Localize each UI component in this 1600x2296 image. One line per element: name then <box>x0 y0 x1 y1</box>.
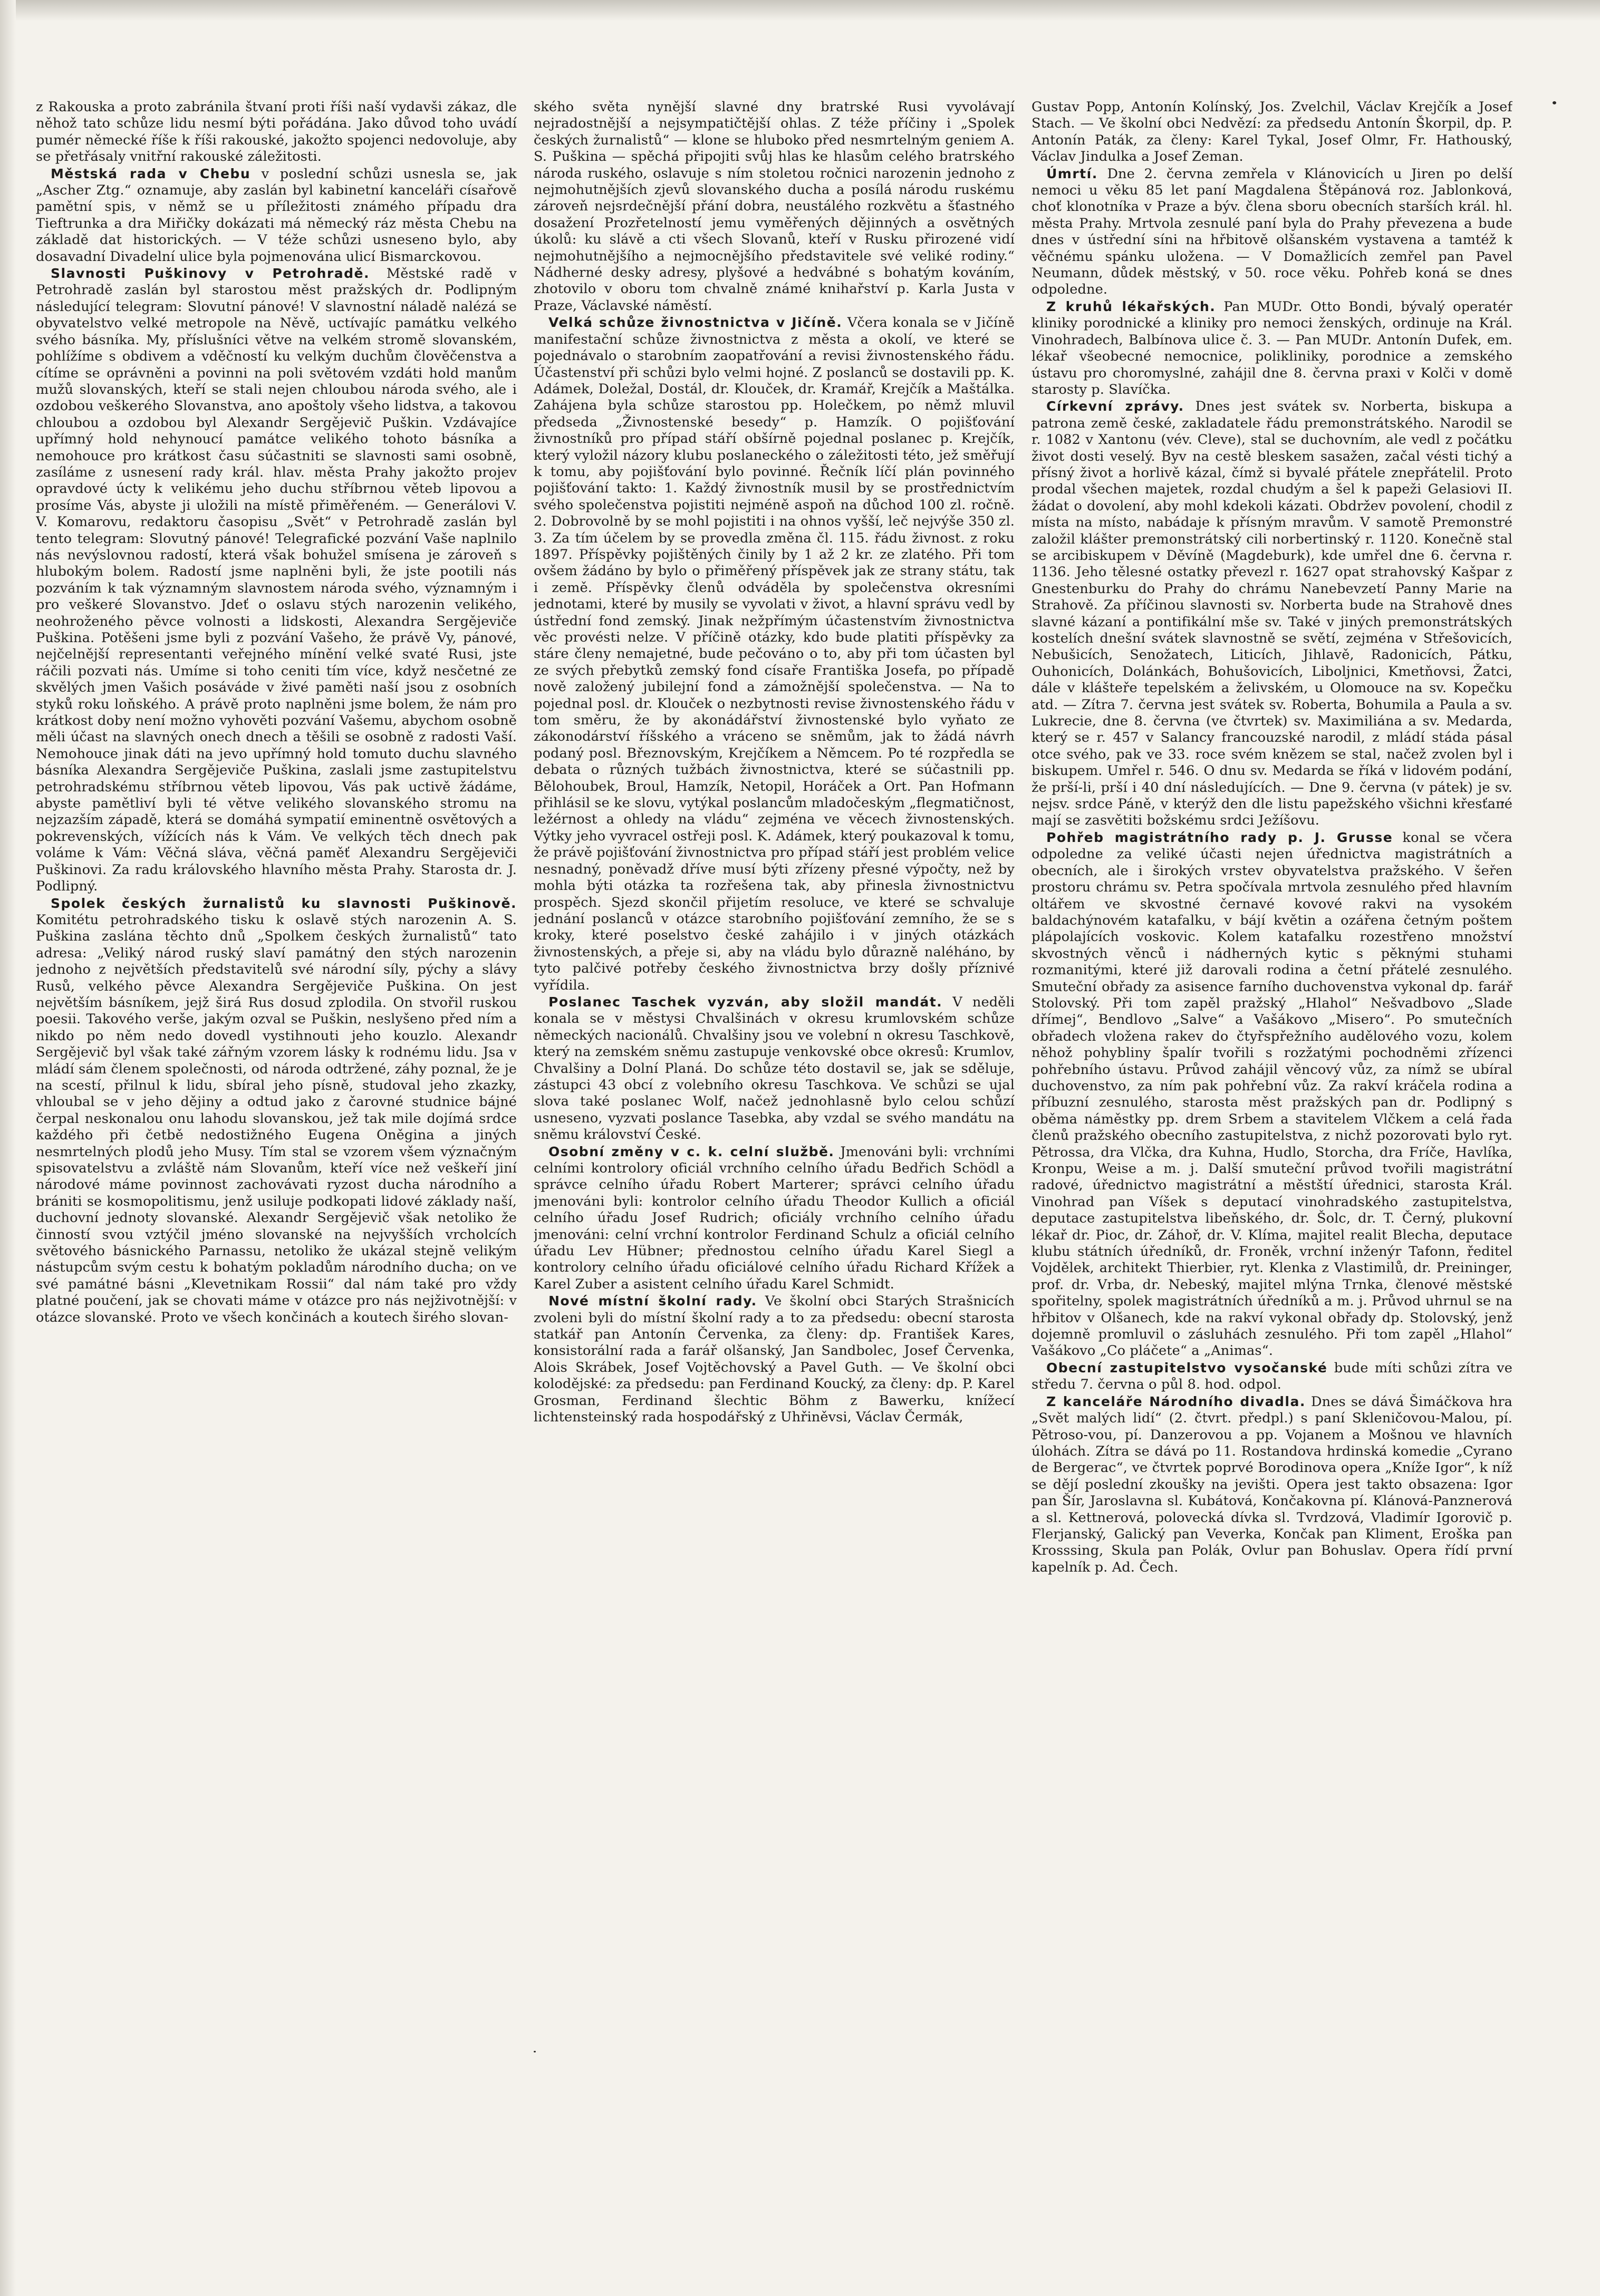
article-paragraph <box>36 895 517 1326</box>
article-heading: Z kruhů lékařských. <box>1046 298 1216 314</box>
article-text: Dne 2. června zemřela v Klánovicích u Jiren po delší nemoci u věku 85 let paní Magdalena Štěpánová roz. Jablonková, choť klonotníka v Praze a býv. člena sboru obecních starších král. hl. města Prahy. Mrtvola zesnulé paní byla do Prahy převezena a bude dnes v ústřední síni na hřbitově olšanském vystavena a tamtéž k věčnému spánku uložena. — V Domažlicích zemřel pan Pavel Neumann, důdek městský, v 50. roce věku. Pohřeb koná se dnes odpoledne. <box>1032 166 1512 298</box>
article-text: V neděli konala se v městysi Chvalšinách v okresu krumlovském schůze německých nacionálů. Chvalšiny jsou ve volební n okresu Taschkově, který na zemském sněmu zastupuje venkovské obce okresů: Krumlov, Chvalšiny a Dolní Planá. Do schůze této dostavil se, jak se sděluje, zástupci 43 obcí z volebního okresu Taschkova. Ve schůzi se ujal slova také poslanec Wolf, načež jednohlasně bylo celou schůzí usneseno, vyzvati poslance Tasebka, aby vzdal se svého mandátu na sněmu království České. <box>534 994 1015 1143</box>
article-text: bude míti schůzi zítra ve středu 7. června o půl 8. hod. odpol. <box>1032 1360 1512 1393</box>
article-heading: Spolek českých žurnalistů ku slavnosti Puškinově. <box>51 895 517 911</box>
article-heading: Poslanec Taschek vyzván, aby složil mandát. <box>548 994 943 1010</box>
article-paragraph <box>534 1293 1015 1426</box>
scan-shadow-left <box>0 0 16 2296</box>
article-text: Městské radě v Petrohradě zaslán byl starostou měst pražských dr. Podlipným následující telegram: Slovutní pánové! V slavnostní náladě nalézá se obyvatelstvo velké metropole na Něvě, uctívajíc památku velkého svého básníka. My, příslušníci větve na velkém stromě slovanském, pohlížíme s obdivem a vděčností ku velkým duchům člověčenstva a cítíme se oprávněni a povinni na poli světovém vzdáti hold manům mužů slovanských, kteří se stali nejen chloubou národa svého, ale i ozdobou veškerého Slovanstva, ano apoštoly všeho lidstva, a takovou chloubou a ozdobou byl Alexandr Sergějevič Puškin. Vzdávajíce upřímný hold nehynoucí památce velikého tohoto básníka a nemohouce pro krátkost času súčastniti se slavnosti sami osobně, zasíláme z usnesení rady král. hlav. města Prahy jakožto projev opravdové úcty k velikému jeho duchu stříbrnou věteb lipovou a prosíme Vás, abyste ji uložili na místě přiměřeném. — Generálovi V. V. Komarovu, redaktoru časopisu „Svět“ v Petrohradě zaslán byl tento telegram: Slovutný pánové! Telegrafické pozvání Vaše naplnilo nás nevýslovnou radostí, která však bohužel smísena je zároveň s hlubokým bolem. Radostí jsme naplněni byli, že jste pootili nás pozváním k tak významným slavnostem národa svého, významným i pro veškeré Slovanstvo. Jdeť o oslavu stých narozenin velikého, neohroženého pěvce volnosti a lidskosti, Alexandra Sergějeviče Puškina. Potěšeni jsme byli z pozvání Vašeho, že právě Vy, pánové, nejčelnější representanti veřejného mínění velké svaté Rusi, jste ráčili pozvati nás. Umíme si toho ceniti tím více, když nesčetné ze skvělých jmen Vašich posáváde v živé paměti naší jsou z osobních styků roku loňského. A právě proto naplněni jsme bolem, že nám pro krátkost doby není možno vyhověti pozvání Vašemu, abychom osobně měli účast na slavných onech dnech a těšili se osobně z radosti Vaší. Nemohouce jinak dáti na jevo upřímný hold tomuto duchu slavného básníka Alexandra Sergějeviče Puškina, zaslali jsme zastupitelstvu petrohradskému stříbrnou věteb lipovou, Vás pak uctivě žádáme, abyste pamětliví byli té větve velikého slovanského stromu na nejzazším západě, která se domáhá sympatií eminentně osvětových a pokrevenských, vížících nás k Vám. Ve velkých těch dnech pak voláme k Vám: Věčná sláva, věčná paměť Alexandru Sergějeviči Puškinovi. Za radu královského hlavního města Prahy. Starosta dr. J. Podlipný. <box>36 266 517 895</box>
article-paragraph <box>36 99 517 166</box>
article-heading: Pohřeb magistrátního rady p. J. Grusse <box>1046 829 1393 845</box>
article-text: Gustav Popp, Antonín Kolínský, Jos. Zvelchil, Václav Krejčík a Josef Stach. — Ve školní obci Nedvězí: za předsedu Antonín Škorpil, dp. P. Antonín Paták, za členy: Karel Tykal, Josef Olmr, Fr. Hathouský, Václav Jindulka a Josef Zeman. <box>1032 99 1512 165</box>
article-paragraph <box>1032 1360 1512 1393</box>
article-text: v poslední schůzi usnesla se, jak „Ascher Ztg.“ oznamuje, aby zaslán byl kabinetní kanceláři císařově pamětní spis, v němž se u příležitosti známého případu dra Tieftrunka a dra Miřičky dokázati má německý ráz města Chebu na základě dat historických. — V téže schůzi usneseno bylo, aby dosavadní Divadelní ulice byla pojmenována ulicí Bismarckovou. <box>36 166 517 265</box>
article-paragraph <box>36 166 517 265</box>
article-paragraph <box>534 994 1015 1144</box>
article-heading: Městská rada v Chebu <box>51 166 251 181</box>
article-text: z Rakouska a proto zabránila štvaní proti říši naší vydavši zákaz, dle něhož tato schůze lidu nesmí býti pořádána. Jako důvod toho uvádí pumér německé říše k říši rakouské, jakožto spojenci nedovoluje, aby se přetřásaly vnitřní rakouské záležitosti. <box>36 99 517 165</box>
article-heading: Z kanceláře Národního divadla. <box>1046 1393 1306 1409</box>
article-heading: Osobní změny v c. k. celní službě. <box>548 1144 835 1159</box>
article-paragraph <box>534 1144 1015 1293</box>
column-left <box>36 99 517 2276</box>
article-paragraph <box>1032 166 1512 298</box>
article-paragraph <box>36 265 517 895</box>
article-heading: Církevní zprávy. <box>1046 399 1184 414</box>
article-heading: Velká schůze živnostnictva v Jičíně. <box>548 315 843 331</box>
article-text: konal se včera odpoledne za veliké účasti nejen úřednictva magistrátních a obecních, ale i širokých vrstev obyvatelstva pražského. V šeřen prostoru chrámu sv. Petra spočívala mrtvola zesnulého před hlavním oltářem ve skvostné černavé kovové rakvi na vysokém baldachýnovém katafalku, v bájí květin a ozářena četným poštem plápolajících voskovic. Kolem katafalku rozestřeno množství skvostných věnců i nádherných kytic s pěknými stuhami rozmanitými, které již darovali rodina a četní přátelé zesnulého. Smuteční obřady za asisence farního duchovenstva vykonal dp. farář Stolovský. Při tom zapěl pražský „Hlahol“ Nešvadbovo „Slade dřímej“, Bendlovo „Salve“ a Vašákovo „Misero“. Po smutečních obřadech vložena rakev do čtyřspřežního audělového vozu, kolem něhož pohybliny špalír tvořili s rozžatými pochodněmi zřízenci pohřebního ústavu. Průvod zahájil věncový vůz, za nímž se ubíral duchovenstvo, za ním pak pohřební vůz. Za rakví kráčela rodina a příbuzní zesnulého, starosta měst pražských pan dr. Podlipný s oběma náměstky pp. drem Srbem a stavitelem Vlčkem a celá řada členů pražského obecního zastupitelstva, z nichž pozorovati bylo ryt. Pětrossa, dra Vlčka, dra Kuhna, Hudlo, Storcha, dra Fríče, Havlíka, Kronpu, Weise a m. j. Další smuteční průvod tvořili magistrátní radové, úřednictvo magistrátní a městští úřednici, starosta Král. Vinohrad pan Víšek s deputací vinohradského zastupitelstva, deputace zastupitelstva libeňského, dr. Šolc, dr. T. Černý, plukovní lékař dr. Pioc, dr. Záhoř, dr. V. Klíma, majitel realit Blecha, deputace klubu státních úředníků, dr. Froněk, vrchní inženýr Tafonn, ředitel Vojdělek, architekt Thierbier, ryt. Klenka z Vlastimilů, dr. Preininger, prof. dr. Vrba, dr. Nebeský, majitel mlýna Trnka, členové městské spořitelny, spolek magistrátních úředníků a m. j. Průvod uhrnul se na hřbitov v Olšanech, kde na rakví vykonal obřady dp. Stolovský, jenž dojemně promluvil o zásluhách zesnulého. Při tom zapěl „Hlahol“ Vašákovo „Co pláčete“ a „Animas“. <box>1032 829 1512 1359</box>
article-heading: Úmrtí. <box>1046 166 1098 181</box>
article-heading: Obecní zastupitelstvo vysočanské <box>1046 1360 1328 1375</box>
article-heading: Slavnosti Puškinovy v Petrohradě. <box>51 266 370 282</box>
article-text: Včera konala se v Jičíně manifestační schůze živnostnictva z města a okolí, ve které se pojednávalo o starobním zaopatřování a revisi živnostenského řádu. Účastenství při schůzi bylo velmi hojné. Z poslanců se dostavili pp. K. Adámek, Doležal, Dostál, dr. Klouček, dr. Kramář, Krejčík a Maštálka. Zahájena byla schůze starostou pp. Holečkem, po němž mluvil předseda „Živnostenské besedy“ p. Hamzík. O pojišťování živnostníků pro případ stáří obšírně pojednal poslanec p. Krejčík, který vyložil názory klubu poslaneckého o záležitosti této, jež směřují k tomu, aby pojišťování bylo povinné. Řečník líčí plán povinného pojišťování takto: 1. Každý živnostník musil by se prostřednictvím svého společenstva pojistiti nejméně aspoň na důchod 100 zl. ročně. 2. Dobrovolně by se mohl pojistiti i na ohnos vyšší, leč nejvýše 350 zl. 3. Za tím účelem by se provedla změna čl. 115. řádu živnost. z roku 1897. Příspěvky pojištěných činily by 1 až 2 kr. ze zlatého. Při tom ovšem žádáno by bylo o přiměřený příspěvek jak ze strany státu, tak i země. Příspěvky členů odváděla by společenstva okresními jednotami, které by musily se vyvolati v život, a hlavní správu vedl by ústřední fond zemský. Jinak nežpřímým účastenstvím živnostnictva věc provésti nelze. V příčině otázky, kdo bude platiti příspěvky za stáre členy nemajetné, bude pečováno o to, aby při tom účasten byl ze svých přebytků zemský fond císaře Františka Josefa, po případě nově založený jubilejní fond a zámožnější společenstva. — Na to pojednal posl. dr. Klouček o nezbytnosti revise živnostenského řádu v tom směru, že by akonádářství živnostenské bylo vyňato ze zákonodárství říšského a vráceno se sněmům, jak to žádá návrh podaný posl. Březnovským, Krejčíkem a Němcem. Po té rozpředla se debata o různých tužbách živnostnictva, které se súčastnili pp. Bělohoubek, Broul, Hamzík, Netopil, Horáček a Ort. Pan Hofmann přihlásil se ke slovu, vytýkal poslancům mladočeským „flegmatičnost, ležérnost a ohledy na vládu“ zejména ve věcech živnostenských. Výtky jeho vyvracel ostřeji posl. K. Adámek, který poukazoval k tomu, že právě pojišťování živnostnictva pro případ stáří jest problém velice nesnadný, poněvadž dříve musí býti zřízeny přesné výpočty, než by mohla býti otázka ta rozřešena tak, aby přinesla živnostnictvu prospěch. Sjezd skončil přijetím resoluce, ve které se schvaluje jednání poslanců v otázce starobního pojišťování zemního, že se s kroky, které poselstvo české zahájilo i v jiných otázkách živnostenských, a přeje si, aby na vládu bylo důrazně naléháno, by tyto palčivé potřeby českého živnostnictva brzy došly příznivé vyřídila. <box>534 315 1015 993</box>
article-paragraph <box>534 99 1015 314</box>
column-right <box>1032 99 1512 2276</box>
article-text: Jmenováni byli: vrchními celními kontrolory oficiál vrchního celního úřadu Bedřich Schödl a správce celního úřadu Robert Marterer; správci celního úřadu jmenováni byli: kontrolor celního úřadu Theodor Kullich a oficiál celního úřadu Josef Rudrich; oficiály vrchního celního úřadu jmenováni: celní vrchní kontrolor Ferdinand Schulz a oficiál celního úřadu Lev Hübner; přednostou celního úřadu Karel Siegl a kontrolory celního úřadu oficiálové celního úřadu Richard Křížek a Karel Zuber a asistent celního úřadu Karel Schmidt. <box>534 1144 1015 1292</box>
article-text: Dnes jest svátek sv. Norberta, biskupa a patrona země české, zakladatele řádu premonstrátského. Narodil se r. 1082 v Xantonu (vév. Cleve), stal se duchovním, ale vedl z počátku život dosti veselý. Byv na cestě bleskem sasažen, začal vésti tichý a přísný život a horlivě kázal, čímž si byvalé přátele znepřátelil. Proto prodal všechen majetek, rozdal chudým a šel k papeži Gelasiovi II. žádat o dovolení, aby mohl kdekoli kázati. Obdržev povolení, chodil z místa na místo, nabádaje k přísným mravům. V samotě Premonstré založil klášter premonstrátský cili norbertinský r. 1120. Konečně stal se arcibiskupem v Děvíně (Magdeburk), kde umřel dne 6. června r. 1136. Jeho tělesné ostatky převezl r. 1627 opat strahovský Kašpar z Gnestenburku do Prahy do chrámu Nanebevzetí Panny Marie na Strahově. Za příčinou slavnosti sv. Norberta bude na Strahově dnes slavné kázaní a pontifikální mše sv. Také v jiných premonstrátských kostelích dnešní svátek slavnostně se světí, zejména v Střešovicích, Nebušicích, Senožatech, Liticích, Jihlavě, Radonicích, Pátku, Ouhonicích, Dolánkách, Bohušovicích, Liboljnici, Kmetňovsi, Žatci, dále v klášteře tepelském a želivském, u Olomouce na sv. Kopečku atd. — Zítra 7. června jest svátek sv. Roberta, Bohumila a Paula a sv. Lukrecie, dne 8. června (ve čtvrtek) sv. Maximiliána a sv. Medarda, který se r. 457 v Salancy francouzské narodil, z mládí stáda pásal otce svého, pak ve 33. roce svém knězem se stal, načež zvolen byl i biskupem. Umřel r. 546. O dnu sv. Medarda se říká v lidovém podání, že prší-li, prší i 40 dní následujících. — Dne 9. června (v pátek) je sv. nejsv. srdce Páně, v kterýž den dle listu papežského všichni křesťané mají se zasvětiti božskému srdci Ježíšovu. <box>1032 399 1512 829</box>
article-text: Pan MUDr. Otto Bondi, bývalý operatér kliniky porodnické a kliniky pro nemoci ženských, ordinuje na Král. Vinohradech, Balbínova ulice č. 3. — Pan MUDr. Antonín Dufek, em. lékař všeobecné nemocnice, polikliniky, porodnice a zemského ústavu pro choromyslné, zahájil dne 8. června praxi v Kolči v domě starosty p. Slavíčka. <box>1032 298 1512 398</box>
scan-shadow-top <box>0 0 1600 21</box>
article-paragraph <box>1032 398 1512 829</box>
article-paragraph <box>534 314 1015 994</box>
article-paragraph <box>1032 99 1512 166</box>
article-text: Ve školní obci Starých Strašnicích zvoleni byli do místní školní rady a to za předsedu: obecní starosta statkář pan Antonín Červenka, za členy: dp. František Kares, konsistorální rada a farář olšanský, Jan Sandbolec, Josef Červenka, Alois Skrábek, Josef Vojtěchovský a Pavel Guth. — Ve školní obci kolodějské: za předsedu: pan Ferdinand Koucký, za členy: dp. P. Karel Grosman, Ferdinand šlechtic Böhm z Bawerku, knížecí lichtensteinský rada hospodářský z Uhřiněvsi, Václav Čermák, <box>534 1293 1015 1426</box>
article-text: Komitétu petrohradského tisku k oslavě stých narozenin A. S. Puškina zaslána těchto dnů „Spolkem českých žurnalistů“ tato adresa: „Veliký národ ruský slaví památný den stých narozenin jednoho z největších představitelů své národní síly, pýchy a slávy Rusů, velkého pěvce Alexandra Sergějeviče Puškina. On jest největším básníkem, jejž širá Rus dosud zplodila. On stvořil ruskou poesii. Takového verše, jakým ozval se Puškin, neslyšeno před ním a nikdo po něm nedo dovedl vystihnouti jeho kouzlo. Alexandr Sergějevič byl však také zářným vzorem lásky k rodnému lidu. Jsa v mládí sám členem společnosti, od národa odtržené, záhy poznal, že je na scestí, přilnul k lidu, sbíral jeho písně, studoval jeho zkazky, vhloubal se v jeho dějiny a odtud jako z čarovné studnice bájné čerpal neskonalou onu lahodu slovanskou, jež tak mile dojímá srdce každého při četbě nedostižného Eugena Oněgina a jiných nesmrtelných plodů jeho Musy. Tím stal se vzorem všem význačným spisovatelstvu a zvláště nám Slovanům, kteří více než veškeří jiní národové máme povinnost zachovávati ryzost ducha národního a brániti se kosmopolitismu, jenž usiluje podkopati lidové základy naší, duchovní jednoty slovanské. Alexandr Sergějevič však netoliko že činností svou vztýčil jméno slovanské na nejvyšších vrcholcích světového básnického Parnassu, netoliko že ukázal stejně velikým nástupcům svým cestu k bohatým pokladům národního ducha; on ve své památné básni „Klevetnikam Rossii“ dal nám také pro vždy platné poučení, jak se chovati máme v otázce pro nás nejživotnější: v otázce slovanské. Proto ve všech končinách a koutech širého slovan- <box>36 912 517 1325</box>
article-text: Dnes se dává Šimáčkova hra „Svět malých lidí“ (2. čtvrt. předpl.) s paní Skleničovou-Malou, pí. Pětroso-vou, pí. Danzerovou a pp. Vojanem a Mošnou ve hlavních úlohách. Zítra se dává po 11. Rostandova hrdinská komedie „Cyrano de Bergerac“, ve čtvrtek poprvé Borodinova opera „Kníže Igor“, k níž se dějí poslední zkoušky na jevišti. Opera jest takto obsazena: Igor pan Šír, Jaroslavna sl. Kubátová, Končakovna pí. Klánová-Panznerová a sl. Kettnerová, polovecká dívka sl. Tvrdzová, Vladimír Igorovič p. Flerjanský, Galický pan Veverka, Končak pan Kliment, Eroška pan Krosssing, Skula pan Polák, Ovlur pan Bohuslav. Opera řídí první kapelník p. Ad. Čech. <box>1032 1393 1512 1575</box>
article-paragraph <box>1032 1393 1512 1576</box>
article-paragraph <box>1032 829 1512 1360</box>
article-paragraph <box>1032 298 1512 398</box>
article-heading: Nové místní školní rady. <box>548 1293 757 1309</box>
article-text: ského světa nynější slavné dny bratrské Rusi vyvolávají nejradostnější a nejsympatičtější ohlas. Z téže příčiny i „Spolek českých žurnalistů“ — klone se hluboko před nesmrtelným geniem A. S. Puškina — spěchá připojiti svůj hlas ke hlasům celého bratrského národa ruského, oslavuje s ním stoletou ročnici narozenin jednoho z nejmohutnějších zjevů slovanského ducha a posílá národu ruskému zároveň nejsrdečnější přání dobra, neustálého rozkvětu a šťastného dosažení Prozřetelností jemu vyměřených dějinných a osvětných úkolů: ku slávě a cti všech Slovanů, kteří v Rusku přirozené vidí nejmohutnějšího a nejmocnějšího představitele své veliké rodiny.“ Nádherné desky adresy, plyšové a hedvábné s bohatým kováním, zhotovilo v oboru tom chvalně známé knihařství p. Karla Justa v Praze, Václavské náměstí. <box>534 99 1015 314</box>
column-middle <box>534 99 1015 2276</box>
article-columns <box>36 99 1565 2276</box>
